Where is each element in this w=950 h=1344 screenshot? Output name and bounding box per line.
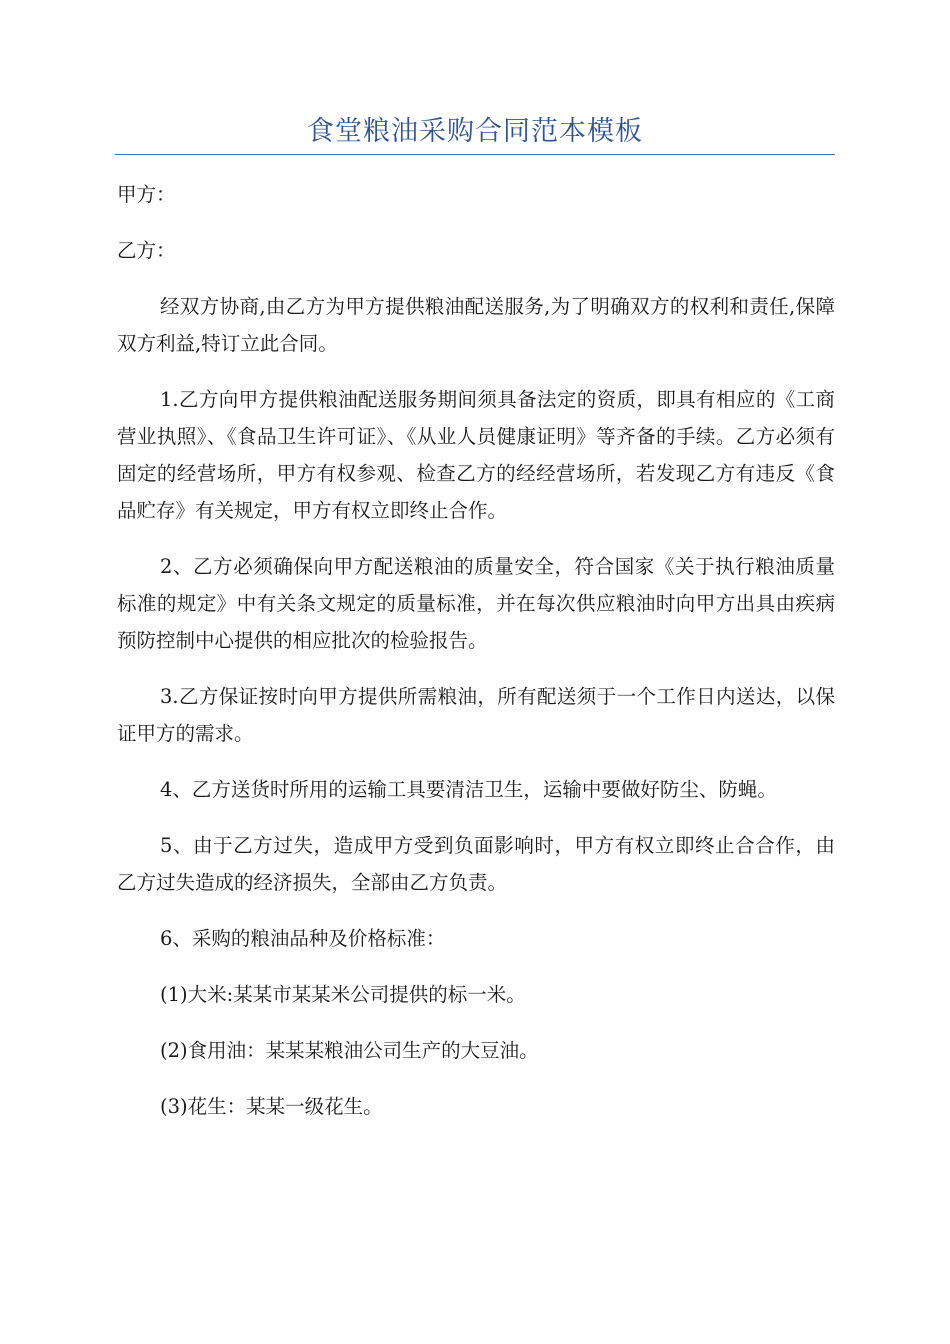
clause-6: 6、采购的粮油品种及价格标准： xyxy=(160,927,446,950)
intro-paragraph: 经双方协商,由乙方为甲方提供粮油配送服务,为了明确双方的权利和责任,保障双方利益,特订立此合同。 xyxy=(117,295,835,355)
clause-4: 4、乙方送货时所用的运输工具要清洁卫生，运输中要做好防尘、防蝇。 xyxy=(160,778,777,801)
clause-3: 3.乙方保证按时向甲方提供所需粮油，所有配送须于一个工作日内送达，以保证甲方的需求。 xyxy=(117,685,835,745)
item-rice: (1)大米:某某市某某米公司提供的标一米。 xyxy=(160,983,526,1006)
clause-1: 1.乙方向甲方提供粮油配送服务期间须具备法定的资质，即具有相应的《工商营业执照》、《食品卫生许可证》、《从业人员健康证明》等齐备的手续。乙方必须有固定的经营场所，甲方有权参观、检查乙方的经经营场所，若发现乙方有违反《食品贮存》有关规定，甲方有权立即终止合作。 xyxy=(117,388,835,522)
clause-2: 2、乙方必须确保向甲方配送粮油的质量安全，符合国家《关于执行粮油质量标准的规定》中有关条文规定的质量标准，并在每次供应粮油时向甲方出具由疾病预防控制中心提供的相应批次的检验报告。 xyxy=(117,555,835,652)
party-b-line: 乙方： xyxy=(117,239,176,262)
item-peanut: (3)花生：某某一级花生。 xyxy=(160,1095,383,1118)
document-body xyxy=(117,176,835,1144)
item-oil: (2)食用油：某某某粮油公司生产的大豆油。 xyxy=(160,1039,539,1062)
party-a-line: 甲方： xyxy=(117,183,176,206)
document-title: 食堂粮油采购合同范本模板 xyxy=(307,116,643,147)
title-underline xyxy=(115,154,835,155)
clause-5: 5、由于乙方过失，造成甲方受到负面影响时，甲方有权立即终止合合作，由乙方过失造成的经济损失，全部由乙方负责。 xyxy=(117,834,835,894)
